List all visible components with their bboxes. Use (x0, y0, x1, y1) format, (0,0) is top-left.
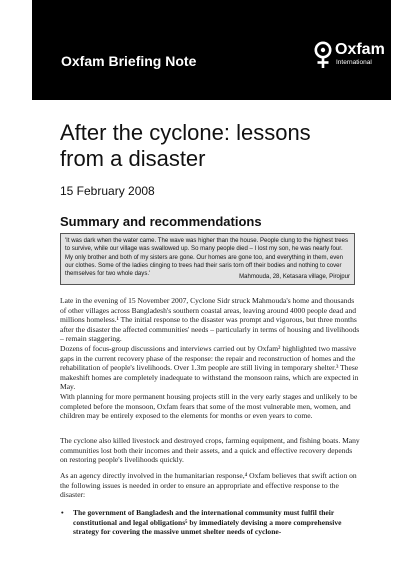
body-paragraph-1: Late in the evening of 15 November 2007, Cyclone Sidr struck Mahmouda's home and thousands of other villages across Bangladesh's southern coastal areas, leaving around 4000 people dead and millions homeless.¹ The initial response to the disaster was prompt and vigorous, but three months after the disaster the affected communities' needs – particularly in terms of housing and livelihoods – remain staggering. (60, 296, 360, 343)
list-item (60, 508, 360, 537)
oxfam-logo (313, 41, 393, 71)
body-paragraph-4: The cyclone also killed livestock and destroyed crops, farming equipment, and fishing boats. Many communities lost both their incomes and their assets, and a quick and effective recovery depends on restoring people's livelihoods quickly. (60, 436, 360, 464)
testimony-quote-text: 'It was dark when the water came. The wave was higher than the house. People clung to the highest trees to survive, while our village was swallowed up. So many people died – I lost my son, he was nearly four. My only brother and both of my sisters are gone. Our homes are gone too, and everything in them, even our clothes. Some of the ladies clinging to trees had their saris torn off their bodies and nothing to cover themselves for two whole days.' (65, 238, 349, 277)
testimony-quote-box (60, 233, 355, 285)
recommendation-list (60, 508, 360, 537)
body-paragraph-3: With planning for more permanent housing projects still in the very early stages and unlikely to be completed before the monsoon, Oxfam fears that some of the most vulnerable men, women, and children may be entirely exposed to the elements for months or even years to come. (60, 392, 358, 420)
bullet-marker: • (61, 508, 64, 517)
body-paragraph-2: Dozens of focus-group discussions and interviews carried out by Oxfam² highlighted two massive gaps in the current recovery phase of the response: the repair and reconstruction of homes and the rehabilitation of people's livelihoods. Over 1.3m people are still living in temporary shelter.³ These makeshift homes are completely inadequate to withstand the monsoon rains, which are expected in May. (60, 344, 359, 391)
testimony-attribution: Mahmouda, 28, Ketasara village, Pirojpur (239, 274, 350, 280)
briefing-note-label: Oxfam Briefing Note (61, 53, 197, 69)
document-date: 15 February 2008 (60, 184, 155, 198)
body-paragraph-5: As an agency directly involved in the humanitarian response,⁴ Oxfam believes that swift action on the following issues is needed in order to ensure an appropriate and effective response to the disaster: (60, 471, 357, 499)
oxfam-logo-icon (313, 41, 333, 69)
section-heading: Summary and recommendations (60, 214, 262, 229)
header-banner (32, 0, 391, 100)
oxfam-logo-subtitle: International (336, 59, 372, 66)
document-title: After the cyclone: lessons from a disaster (60, 120, 311, 171)
recommendation-text: The government of Bangladesh and the international community must fulfil their constitutional and legal obligations⁵ by immediately devising a more comprehensive strategy for covering the massive unmet shelter needs of cyclone- (73, 508, 342, 536)
oxfam-logo-wordmark: Oxfam (335, 41, 385, 58)
